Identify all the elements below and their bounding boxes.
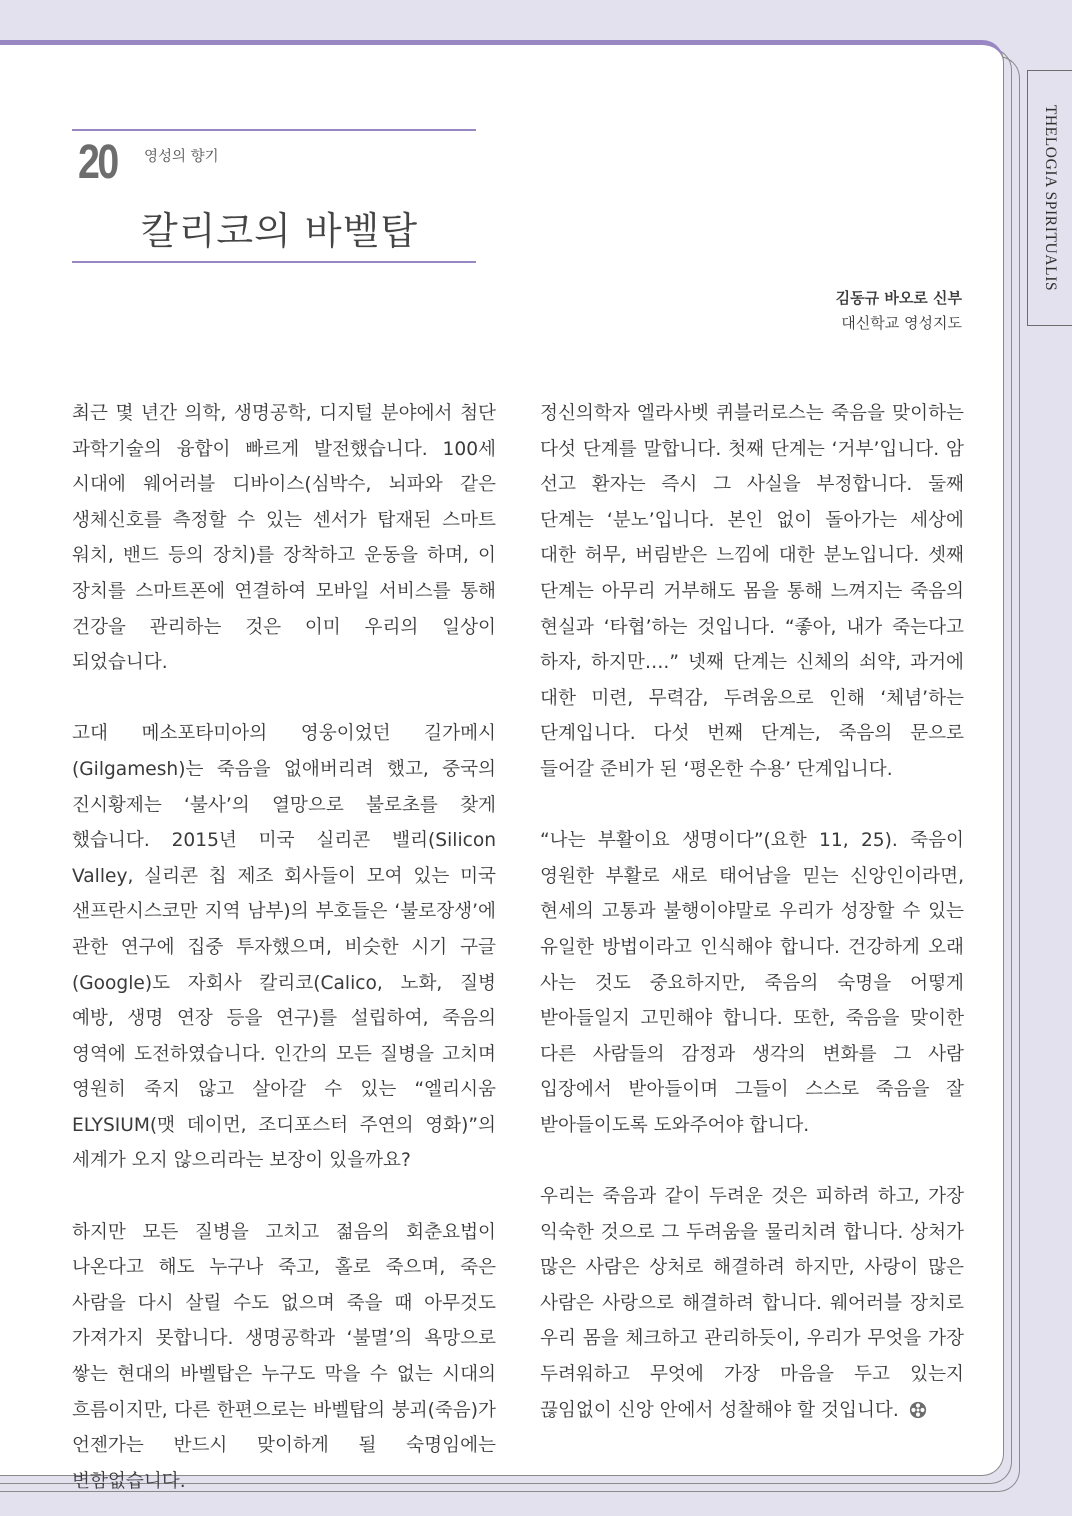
author-affiliation: 대신학교 영성지도 bbox=[841, 314, 962, 332]
header-rule-top bbox=[72, 129, 476, 131]
paragraph: “나는 부활이요 생명이다”(요한 11, 25). 죽음이 영원한 부활로 새로 태어남을 믿는 신앙인이라면, 현세의 고통과 불행이야말로 우리가 성장할 수 있는 유일한 방법이라고 인식해야 합니다. 건강하게 오래 사는 것도 중요하지만, 죽음의 숙명을 어떻게 받아들일지 고민해야 합니다. 또한, 죽음을 맞이한 다른 사람들의 감정과 생각의 변화를 그 사람 입장에서 받아들이며 그들이 스스로 죽음을 잘 받아들이도록 도와주어야 합니다. bbox=[540, 830, 964, 1136]
paragraph-final bbox=[540, 1179, 964, 1428]
side-tab-rule bbox=[1027, 70, 1028, 326]
body-column-left bbox=[72, 396, 496, 1499]
paragraph-final-text: 우리는 죽음과 같이 두려운 것은 피하려 하고, 가장 익숙한 것으로 그 두려움을 물리치려 합니다. 상처가 많은 사람은 상처로 해결하려 하지만, 사랑이 많은 사람은 사랑으로 해결하려 합니다. 웨어러블 장치로 우리 몸을 체크하고 관리하듯이, 우리가 무엇을 가장 두려워하고 무엇에 가장 마음을 두고 있는지 끊임없이 신앙 안에서 성찰해야 할 것입니다. bbox=[540, 1186, 964, 1421]
side-tab-title: THELOGIA SPIRITUALIS bbox=[1042, 104, 1059, 292]
author-name: 김동규 바오로 신부 bbox=[835, 289, 962, 307]
paragraph: 고대 메소포타미아의 영웅이었던 길가메시(Gilgamesh)는 죽음을 없애버리려 했고, 중국의 진시황제는 ‘불사’의 열망으로 불로초를 찾게 했습니다. 2015년 미국 실리콘 밸리(Silicon Valley, 실리콘 칩 제조 회사들이 모여 있는 미국 샌프란시스코만 지역 남부)의 부호들은 ‘불로장생’에 관한 연구에 집중 투자했으며, 비슷한 시기 구글(Google)도 자회사 칼리코(Calico, 노화, 질병 예방, 생명 연장 등을 연구)를 설립하여, 죽음의 영역에 도전하였습니다. 인간의 모든 질병을 고치며 영원히 죽지 않고 살아갈 수 있는 “엘리시움 ELYSIUM(맷 데이먼, 조디포스터 주연의 영화)”의 세계가 오지 않으리라는 보장이 있을까요? bbox=[72, 723, 496, 1172]
issue-number: 20 bbox=[78, 136, 117, 189]
header-rule-bottom bbox=[72, 261, 476, 263]
author-block bbox=[836, 286, 962, 336]
body-column-right bbox=[540, 396, 964, 1428]
paragraph: 최근 몇 년간 의학, 생명공학, 디지털 분야에서 첨단 과학기술의 융합이 빠르게 발전했습니다. 100세 시대에 웨어러블 디바이스(심박수, 뇌파와 같은 생체신호를 측정할 수 있는 센서가 탑재된 스마트 워치, 밴드 등의 장치)를 장착하고 운동을 하며, 이 장치를 스마트폰에 연결하여 모바일 서비스를 통해 건강을 관리하는 것은 이미 우리의 일상이 되었습니다. bbox=[72, 403, 496, 674]
side-tab-tick-top bbox=[1027, 70, 1072, 71]
article-title: 칼리코의 바벨탑 bbox=[141, 209, 419, 253]
side-tab-tick-bottom bbox=[1027, 325, 1072, 326]
section-label: 영성의 향기 bbox=[144, 149, 219, 165]
paragraph: 정신의학자 엘라사벳 퀴블러로스는 죽음을 맞이하는 다섯 단계를 말합니다. 첫째 단계는 ‘거부’입니다. 암 선고 환자는 즉시 그 사실을 부정합니다. 둘째 단계는 ‘분노’입니다. 본인 없이 돌아가는 세상에 대한 허무, 버림받은 느낌에 대한 분노입니다. 셋째 단계는 아무리 거부해도 몸을 통해 느껴지는 죽음의 현실과 ‘타협’하는 것입니다. “좋아, 내가 죽는다고 하자, 하지만….” 넷째 단계는 신체의 쇠약, 과거에 대한 미련, 무력감, 두려움으로 인해 ‘체념’하는 단계입니다. 다섯 번째 단계는, 죽음의 문으로 들어갈 준비가 된 ‘평온한 수용’ 단계입니다. bbox=[540, 403, 964, 780]
paragraph: 하지만 모든 질병을 고치고 젊음의 회춘요법이 나온다고 해도 누구나 죽고, 홀로 죽으며, 죽은 사람을 다시 살릴 수도 없으며 죽을 때 아무것도 가져가지 못합니다. 생명공학과 ‘불멸’의 욕망으로 쌓는 현대의 바벨탑은 누구도 막을 수 없는 시대의 흐름이지만, 다른 한편으로는 바벨탑의 붕괴(죽음)가 언젠가는 반드시 맞이하게 될 숙명임에는 변함없습니다. bbox=[72, 1221, 496, 1492]
end-ornament-icon bbox=[909, 1401, 927, 1419]
